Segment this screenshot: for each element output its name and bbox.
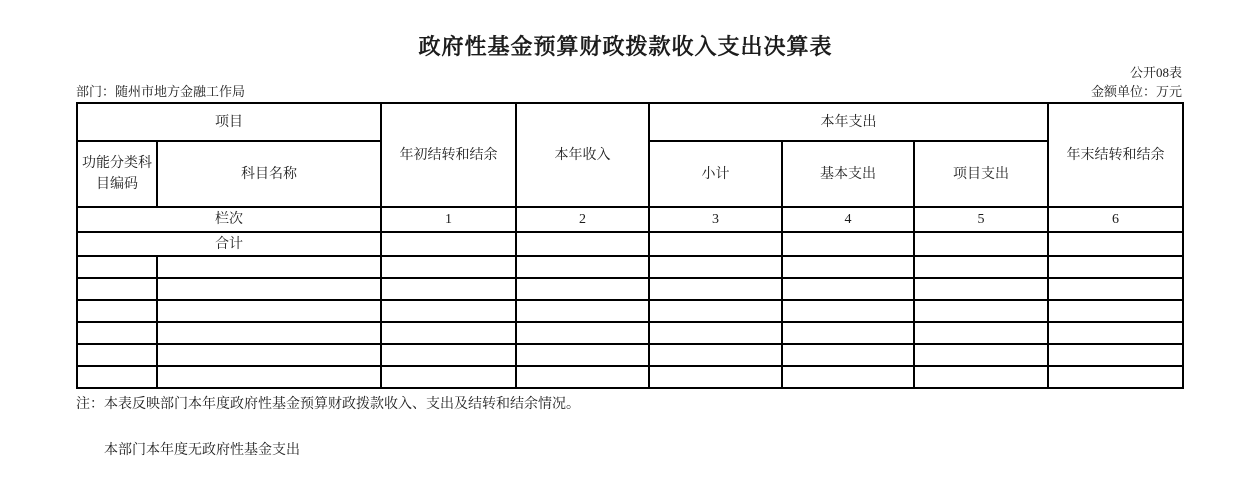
empty-data-cell [157, 278, 381, 300]
empty-data-cell [649, 300, 782, 322]
empty-data-cell [1048, 256, 1183, 278]
empty-data-cell [77, 322, 157, 344]
total-row-cell [649, 232, 782, 256]
empty-data-cell [649, 278, 782, 300]
empty-data-cell [381, 344, 516, 366]
header-begin-balance: 年初结转和结余 [381, 103, 516, 207]
header-year-income: 本年收入 [516, 103, 649, 207]
empty-data-cell [157, 366, 381, 388]
empty-data-cell [782, 344, 914, 366]
empty-data-cell [77, 366, 157, 388]
empty-data-cell [157, 322, 381, 344]
total-row-cell [1048, 232, 1183, 256]
empty-data-row [77, 366, 1183, 388]
empty-data-cell [1048, 322, 1183, 344]
total-row-cell [381, 232, 516, 256]
empty-data-cell [782, 322, 914, 344]
footer-text: 本部门本年度无政府性基金支出 [104, 443, 300, 458]
total-row [77, 232, 1183, 256]
empty-data-row [77, 300, 1183, 322]
table-body [77, 103, 1183, 388]
empty-data-cell [157, 256, 381, 278]
empty-data-cell [782, 278, 914, 300]
meta-area [76, 65, 1182, 102]
header-function-code: 功能分类科目编码 [77, 141, 157, 207]
total-row-label: 合计 [77, 232, 381, 256]
column-index-cell: 3 [649, 207, 782, 232]
empty-data-cell [516, 344, 649, 366]
empty-data-cell [782, 366, 914, 388]
empty-data-cell [914, 278, 1048, 300]
meta-row [76, 84, 1182, 102]
column-index-cell: 1 [381, 207, 516, 232]
page-title: 政府性基金预算财政拨款收入支出决算表 [418, 34, 833, 59]
empty-data-cell [1048, 300, 1183, 322]
header-basic-expenditure: 基本支出 [782, 141, 914, 207]
empty-data-cell [77, 300, 157, 322]
column-index-label: 栏次 [77, 207, 381, 232]
empty-data-row [77, 344, 1183, 366]
empty-data-cell [914, 366, 1048, 388]
empty-data-cell [516, 366, 649, 388]
total-row-cell [914, 232, 1048, 256]
empty-data-cell [1048, 366, 1183, 388]
empty-data-cell [649, 256, 782, 278]
empty-data-cell [914, 344, 1048, 366]
empty-data-cell [649, 366, 782, 388]
empty-data-row [77, 278, 1183, 300]
unit-label: 金额单位：万元 [1090, 84, 1182, 99]
empty-data-cell [649, 322, 782, 344]
header-row-1 [77, 103, 1183, 141]
empty-data-cell [77, 256, 157, 278]
header-year-expenditure: 本年支出 [649, 103, 1048, 141]
empty-data-cell [1048, 278, 1183, 300]
empty-data-cell [782, 300, 914, 322]
empty-data-cell [649, 344, 782, 366]
table-code: 公开08表 [1129, 65, 1182, 80]
empty-data-cell [914, 322, 1048, 344]
empty-data-cell [157, 300, 381, 322]
empty-data-cell [381, 300, 516, 322]
empty-data-cell [516, 300, 649, 322]
fund-budget-table [76, 102, 1184, 389]
header-subtotal: 小计 [649, 141, 782, 207]
empty-data-cell [782, 256, 914, 278]
column-index-cell: 5 [914, 207, 1048, 232]
empty-data-cell [914, 300, 1048, 322]
column-index-cell: 2 [516, 207, 649, 232]
empty-data-cell [516, 322, 649, 344]
column-index-row [77, 207, 1183, 232]
empty-data-cell [381, 322, 516, 344]
empty-data-cell [1048, 344, 1183, 366]
empty-data-row [77, 256, 1183, 278]
column-index-cell: 6 [1048, 207, 1183, 232]
empty-data-cell [381, 278, 516, 300]
empty-data-cell [516, 278, 649, 300]
empty-data-cell [157, 344, 381, 366]
empty-data-row [77, 322, 1183, 344]
empty-data-cell [914, 256, 1048, 278]
empty-data-cell [516, 256, 649, 278]
empty-data-cell [381, 256, 516, 278]
column-index-cell: 4 [782, 207, 914, 232]
total-row-cell [782, 232, 914, 256]
header-end-balance: 年末结转和结余 [1048, 103, 1183, 207]
header-project: 项目 [77, 103, 381, 141]
note-text: 注：本表反映部门本年度政府性基金预算财政拨款收入、支出及结转和结余情况。 [76, 397, 580, 412]
total-row-cell [516, 232, 649, 256]
header-subject-name: 科目名称 [157, 141, 381, 207]
empty-data-cell [381, 366, 516, 388]
empty-data-cell [77, 278, 157, 300]
empty-data-cell [77, 344, 157, 366]
department-label: 部门：随州市地方金融工作局 [76, 84, 246, 99]
header-project-expenditure: 项目支出 [914, 141, 1048, 207]
